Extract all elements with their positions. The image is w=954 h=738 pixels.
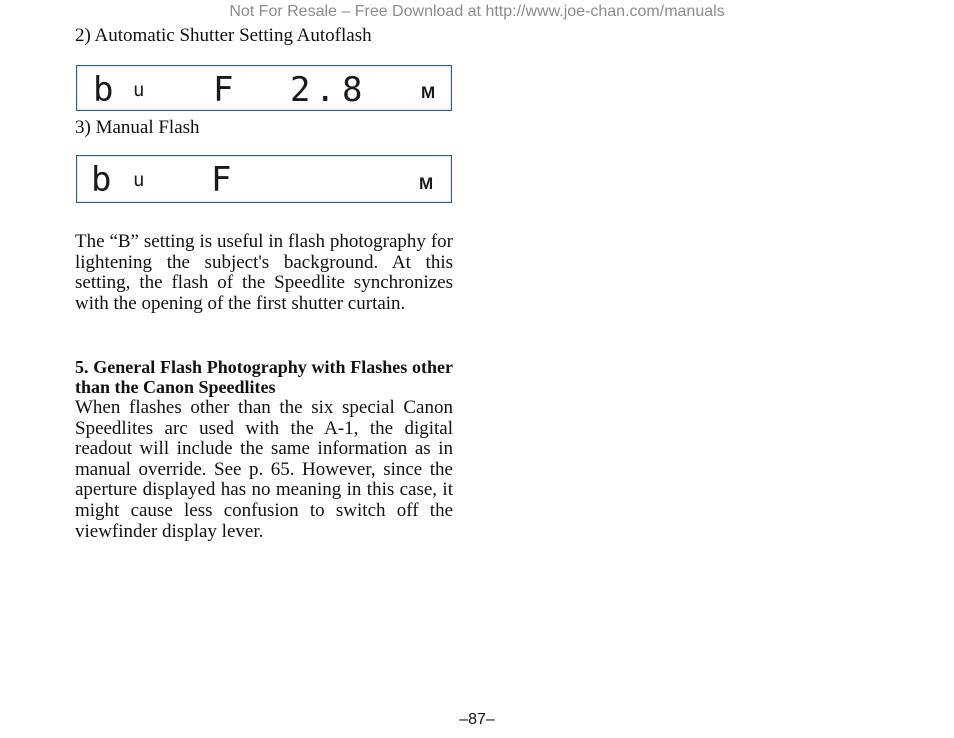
display-mark-m: M xyxy=(419,174,434,193)
watermark-text: Not For Resale – Free Download at http://www.joe-chan.com/manuals xyxy=(229,3,725,20)
caption-automatic-shutter-autoflash: 2) Automatic Shutter Setting Autoflash xyxy=(75,25,372,46)
viewfinder-display-autoflash xyxy=(76,65,452,111)
display-segment-b: b xyxy=(93,70,116,110)
caption-manual-flash: 3) Manual Flash xyxy=(75,117,200,138)
display-segment-u: u xyxy=(133,169,145,191)
display-segment-f: F xyxy=(211,160,234,200)
display-segment-aperture-digit: 2 xyxy=(290,70,313,110)
paragraph-b-setting: The “B” setting is useful in flash photography for lightening the subject's background. At this setting, the flash of the Speedlite synchronizes with the opening of the first shutter curtain. xyxy=(75,231,453,314)
viewfinder-display-manual-flash xyxy=(76,155,452,203)
display-segment-f: F xyxy=(213,70,236,110)
page-number: –87– xyxy=(459,711,495,728)
display-mark-m: M xyxy=(421,83,436,102)
display-segment-aperture-decimal: 8 xyxy=(342,70,365,110)
display-segment-b: b xyxy=(91,160,114,200)
display-segment-decimal-point: . xyxy=(315,70,338,110)
paragraph-other-flashes: When flashes other than the six special Canon Speedlites arc used with the A-1, the digital readout will include the same information as in manual override. See p. 65. However, since the aperture displayed has no meaning in this case, it might cause less confusion to switch off the viewfinder display lever. xyxy=(75,397,453,542)
display-segment-u: u xyxy=(133,79,145,101)
section-heading-general-flash: 5. General Flash Photography with Flashes other than the Canon Speedlites xyxy=(75,357,453,397)
